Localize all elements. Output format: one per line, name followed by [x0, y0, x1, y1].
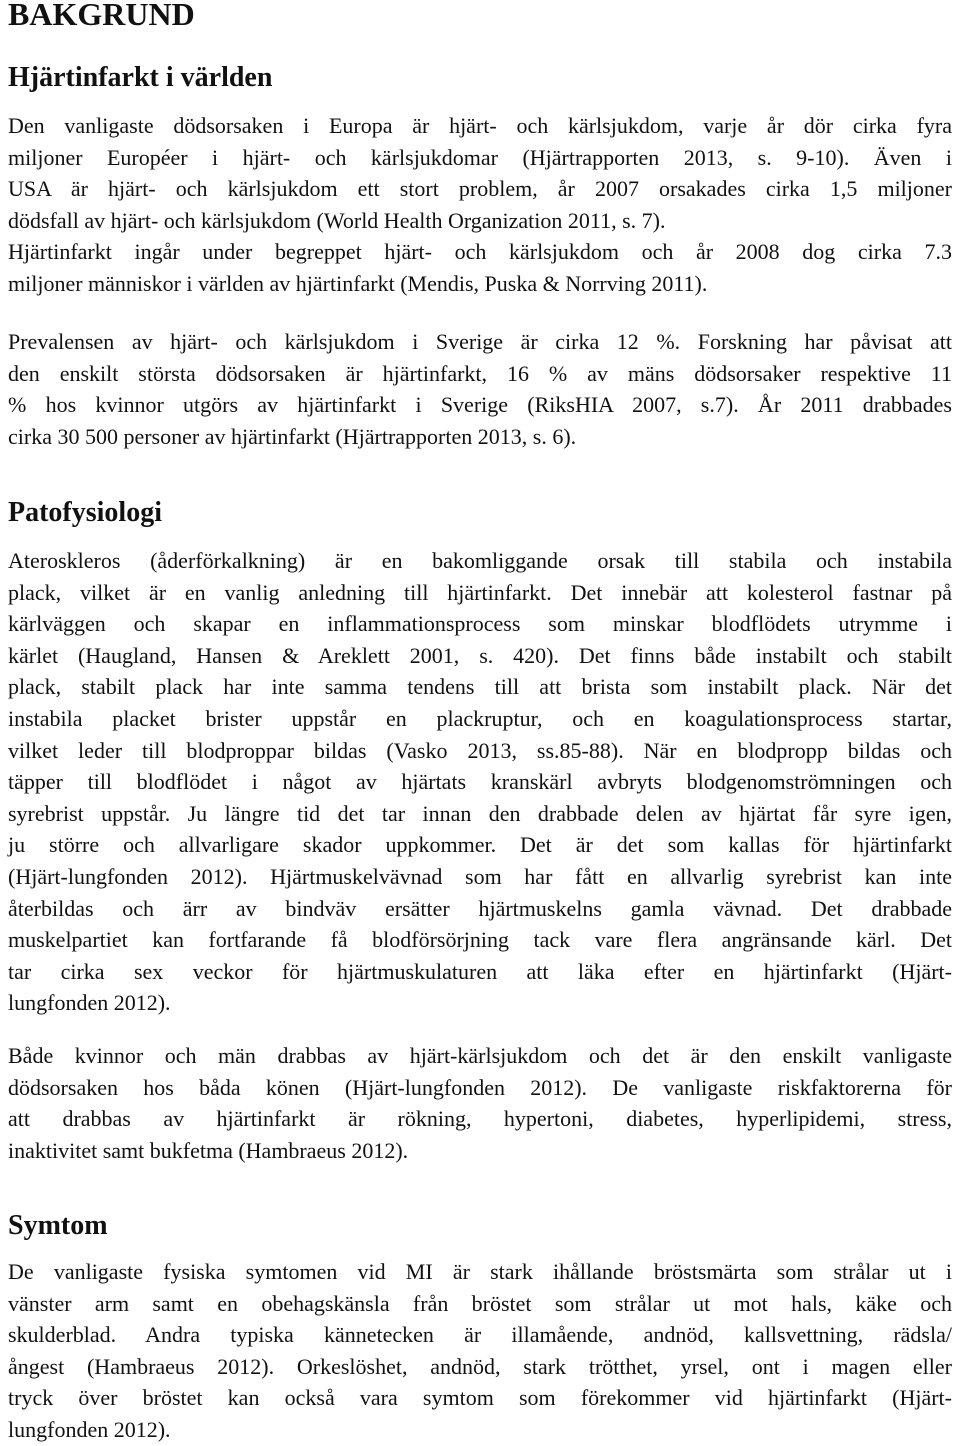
paragraph-line: lungfonden 2012).	[8, 1416, 171, 1442]
paragraph-line: Hjärtinfarkt ingår under begreppet hjärt- och kärlsjukdom och år 2008 dog cirka 7.3	[8, 239, 952, 265]
paragraph-line: De vanligaste fysiska symtomen vid MI är stark ihållande bröstsmärta som strålar ut i	[8, 1259, 952, 1284]
paragraph-line: % hos kvinnor utgörs av hjärtinfarkt i Sverige (RiksHIA 2007, s.7). År 2011 drabbades	[8, 392, 952, 418]
paragraph-line: den enskilt största dödsorsaken är hjärtinfarkt, 16 % av mäns dödsorsaker respektive 11	[8, 360, 952, 386]
paragraph-line: cirka 30 500 personer av hjärtinfarkt (Hjärtrapporten 2013, s. 6).	[8, 423, 577, 449]
paragraph-line: miljoner människor i världen av hjärtinfarkt (Mendis, Puska & Norrving 2011).	[8, 270, 708, 296]
paragraph	[8, 545, 952, 1019]
paragraph-line: Ateroskleros (åderförkalkning) är en bakomliggande orsak till stabila och instabila	[8, 548, 952, 573]
paragraph-line: USA är hjärt- och kärlsjukdom ett stort problem, år 2007 orsakades cirka 1,5 miljoner	[8, 176, 952, 202]
paragraph-line: dödsorsaken hos båda könen (Hjärt-lungfonden 2012). De vanligaste riskfaktorerna för	[8, 1074, 952, 1100]
paragraph-line: ju större och allvarligare skador uppkommer. Det är det som kallas för hjärtinfarkt	[8, 832, 952, 858]
paragraph-line: instabila placket brister uppstår en plackruptur, och en koagulationsprocess startar,	[8, 705, 952, 731]
paragraph	[8, 326, 952, 452]
section-heading-patofysiologi: Patofysiologi	[8, 497, 162, 528]
paragraph-line: plack, stabilt plack har inte samma tendens till att brista som instabilt plack. När det	[8, 674, 952, 700]
paragraph-line: att drabbas av hjärtinfarkt är rökning, hypertoni, diabetes, hyperlipidemi, stress,	[8, 1106, 952, 1132]
paragraph-line: dödsfall av hjärt- och kärlsjukdom (World Health Organization 2011, s. 7).	[8, 207, 666, 233]
paragraph-line: vilket leder till blodproppar bildas (Vasko 2013, ss.85-88). När en blodpropp bildas och	[8, 737, 952, 763]
paragraph-line: ångest (Hambraeus 2012). Orkeslöshet, andnöd, stark trötthet, yrsel, ont i magen eller	[8, 1353, 952, 1379]
paragraph-line: lungfonden 2012).	[8, 990, 171, 1016]
paragraph-line: kärlväggen och skapar en inflammationsprocess som minskar blodflödets utrymme i	[8, 611, 952, 637]
paragraph-line: Prevalensen av hjärt- och kärlsjukdom i Sverige är cirka 12 %. Forskning har påvisat att	[8, 329, 952, 354]
section-heading-symtom: Symtom	[8, 1210, 108, 1241]
paragraph-line: kärlet (Haugland, Hansen & Areklett 2001, s. 420). Det finns både instabilt och stabilt	[8, 642, 952, 668]
paragraph-line: tryck över bröstet kan också vara symtom som förekommer vid hjärtinfarkt (Hjärt-	[8, 1385, 952, 1411]
paragraph	[8, 1040, 952, 1166]
document-title: BAKGRUND	[8, 0, 195, 32]
paragraph	[8, 1256, 952, 1446]
paragraph-line: vänster arm samt en obehagskänsla från bröstet som strålar ut mot hals, käke och	[8, 1290, 952, 1316]
paragraph-line: Den vanligaste dödsorsaken i Europa är hjärt- och kärlsjukdom, varje år dör cirka fyra	[8, 113, 952, 138]
paragraph-line: täpper till blodflödet i något av hjärtats kranskärl avbryts blodgenomströmningen och	[8, 769, 952, 795]
paragraph-line: syrebrist uppstår. Ju längre tid det tar innan den drabbade delen av hjärtat får syre igen,	[8, 800, 952, 826]
paragraph-line: plack, vilket är en vanlig anledning till hjärtinfarkt. Det innebär att kolesterol fastnar på	[8, 579, 952, 605]
paragraph-line: miljoner Européer i hjärt- och kärlsjukdomar (Hjärtrapporten 2013, s. 9-10). Även i	[8, 144, 952, 170]
paragraph-line: inaktivitet samt bukfetma (Hambraeus 2012).	[8, 1137, 409, 1163]
paragraph-line: återbildas och ärr av bindväv ersätter hjärtmuskelns gamla vävnad. Det drabbade	[8, 895, 952, 921]
paragraph	[8, 110, 952, 300]
paragraph-line: tar cirka sex veckor för hjärtmuskulaturen att läka efter en hjärtinfarkt (Hjärt-	[8, 958, 952, 984]
paragraph-line: muskelpartiet kan fortfarande få blodförsörjning tack vare flera angränsande kärl. Det	[8, 927, 952, 953]
paragraph-line: Både kvinnor och män drabbas av hjärt-kärlsjukdom och det är den enskilt vanligaste	[8, 1043, 952, 1068]
paragraph-line: skulderblad. Andra typiska kännetecken är illamående, andnöd, kallsvettning, rädsla/	[8, 1322, 952, 1348]
section-heading-hjartinfarkt-i-varlden: Hjärtinfarkt i världen	[8, 62, 273, 93]
paragraph-line: (Hjärt-lungfonden 2012). Hjärtmuskelvävnad som har fått en allvarlig syrebrist kan inte	[8, 863, 952, 889]
